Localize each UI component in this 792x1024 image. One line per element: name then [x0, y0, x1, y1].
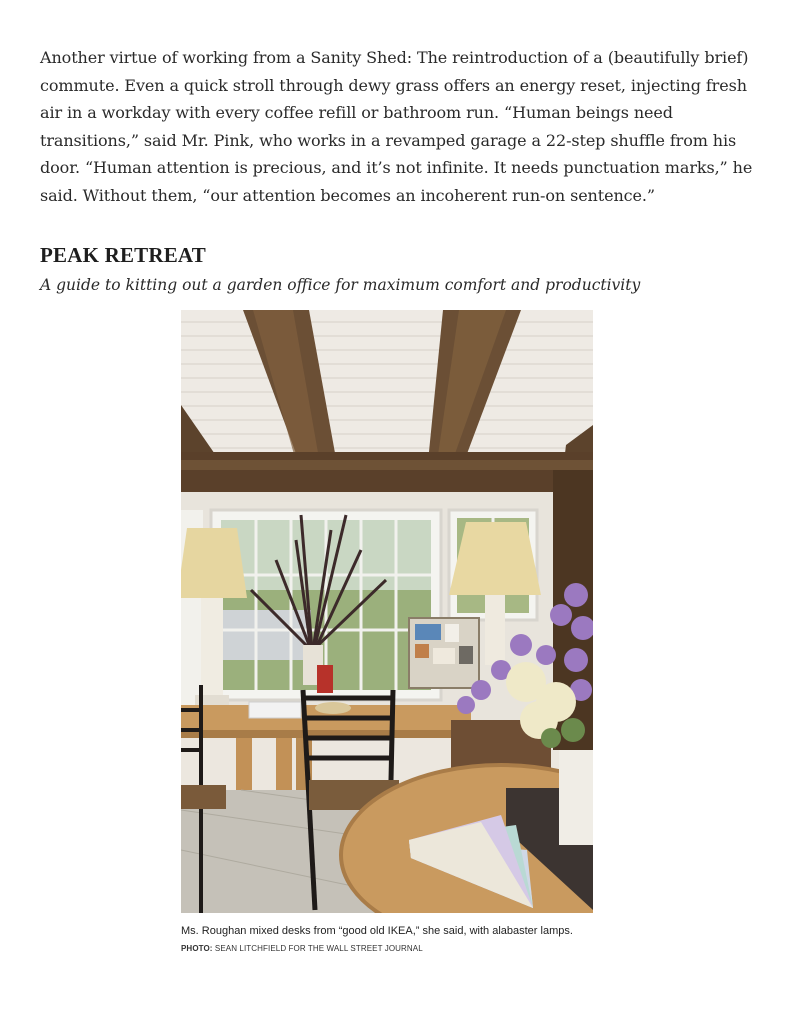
photo-credit	[181, 944, 423, 953]
article-body	[40, 44, 760, 209]
article-photo	[181, 310, 593, 913]
photo-caption: Ms. Roughan mixed desks from “good old IKEA,” she said, with alabaster lamps.	[181, 925, 573, 937]
body-paragraph: Another virtue of working from a Sanity Shed: The reintroduction of a (beautifully brief) commute. Even a quick stroll through dewy grass offers an energy reset, injecting fresh air in a workday with every coffee refill or bathroom run. “Human beings need transitions,” said Mr. Pink, who works in a revamped garage a 22-step shuffle from his door. “Human attention is precious, and it’s not infinite. It needs punctuation marks,” he said. Without them, “our attention becomes an incoherent run-on sentence.”	[40, 48, 753, 205]
section-dek: A guide to kitting out a garden office for maximum comfort and productivity	[40, 276, 641, 294]
photo-credit-text: SEAN LITCHFIELD FOR THE WALL STREET JOURNAL	[212, 944, 423, 953]
section-heading: PEAK RETREAT	[40, 243, 206, 267]
photo-credit-label: PHOTO:	[181, 944, 213, 953]
